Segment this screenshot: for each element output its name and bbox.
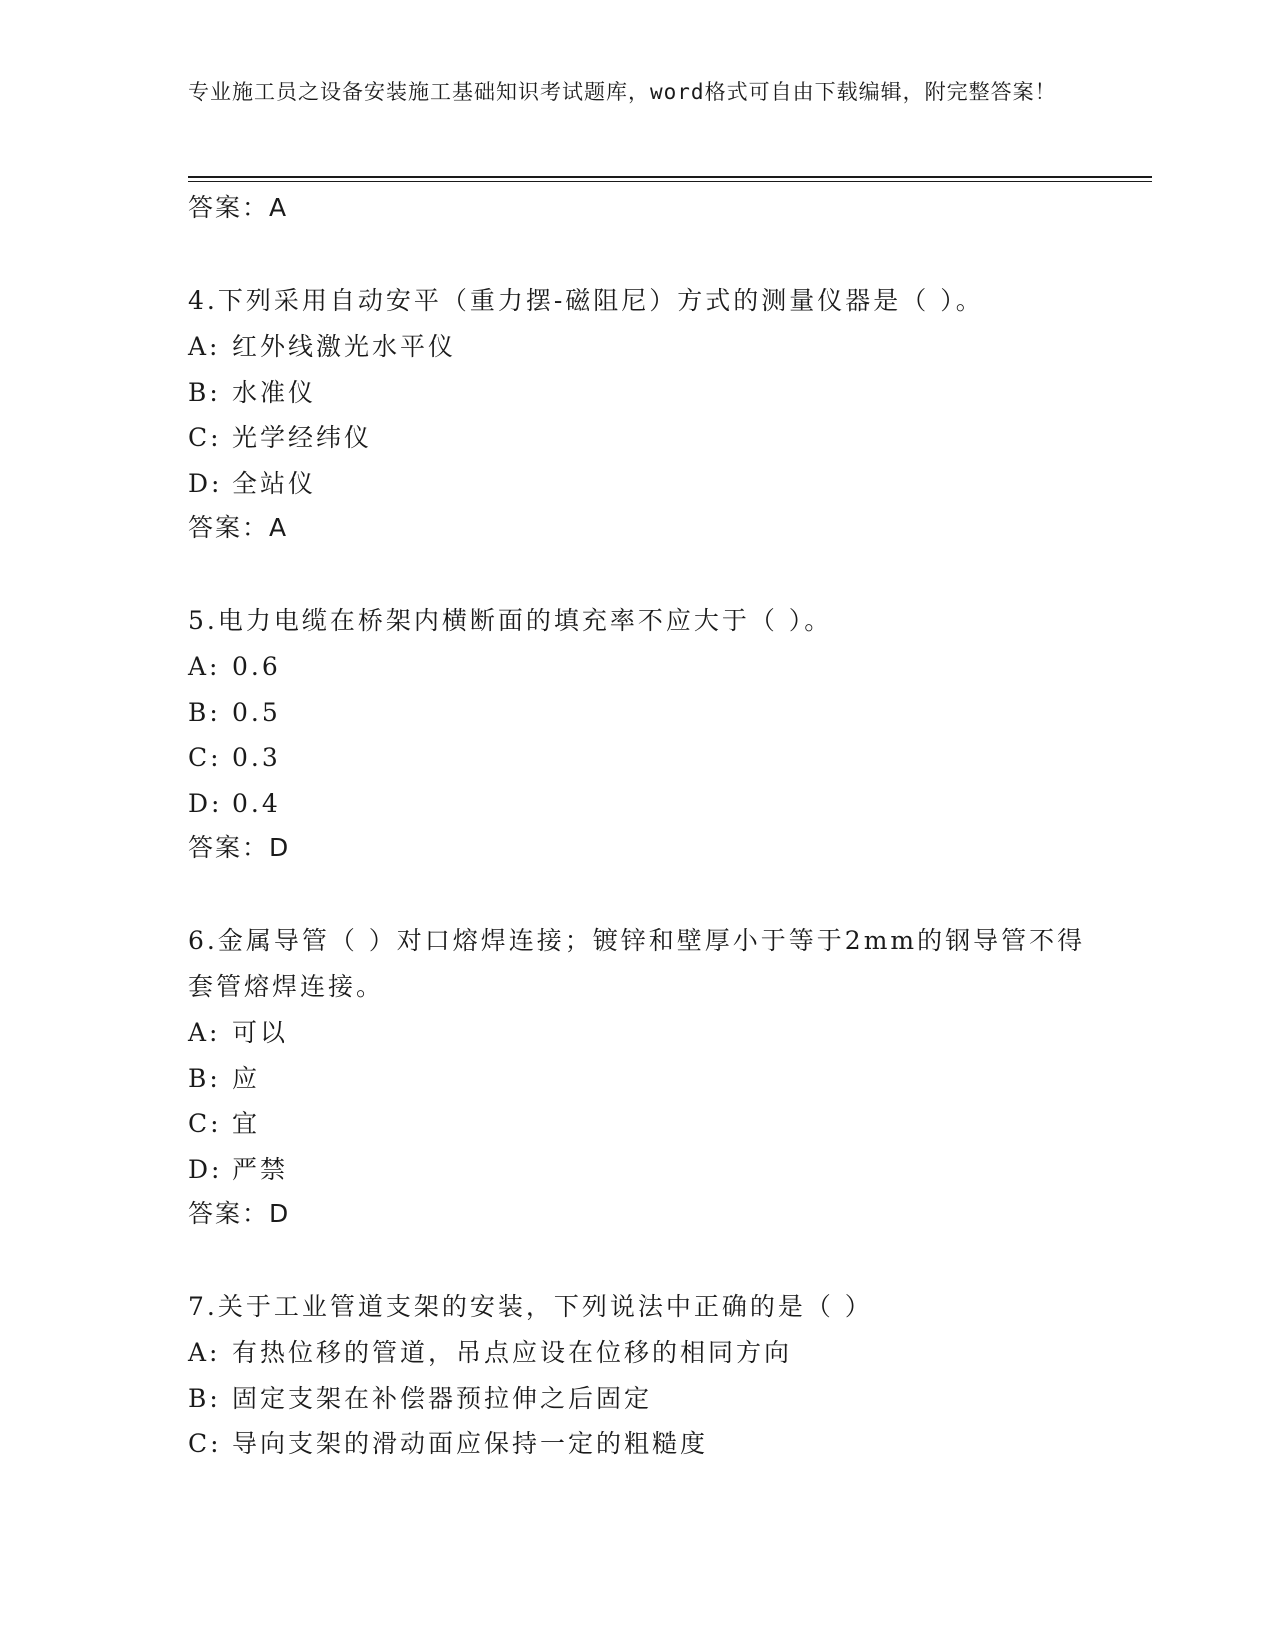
option-c [188, 1101, 1088, 1147]
option-key: B: [188, 697, 221, 727]
option-b [188, 1376, 1088, 1422]
answer-label: 答案：A [188, 513, 289, 542]
question-block [188, 918, 1088, 1236]
question-block [188, 278, 1088, 550]
option-text: 光学经纬仪 [232, 423, 373, 452]
option-key: D: [188, 468, 223, 498]
option-key: C: [188, 1429, 222, 1458]
question-block [188, 1284, 1088, 1467]
option-text: 应 [232, 1063, 261, 1093]
option-text: 红外线激光水平仪 [232, 332, 457, 361]
option-b [188, 1056, 1088, 1102]
question-stem: 5.电力电缆在桥架内横断面的填充率不应大于（ ）。 [188, 606, 833, 635]
question-block [188, 598, 1088, 870]
option-key: A: [188, 332, 221, 361]
option-key: C: [188, 1109, 222, 1138]
option-text: 0.5 [232, 697, 281, 727]
option-text: 导向支架的滑动面应保持一定的粗糙度 [232, 1429, 709, 1458]
option-a [188, 1330, 1088, 1376]
option-text: 有热位移的管道，吊点应设在位移的相同方向 [232, 1338, 793, 1367]
answer-label: 答案：A [188, 193, 289, 222]
option-text: 固定支架在补偿器预拉伸之后固定 [232, 1383, 653, 1413]
option-key: C: [188, 423, 222, 452]
option-text: 宜 [232, 1109, 261, 1138]
option-d [188, 781, 1088, 827]
header-divider-thin [188, 181, 1152, 182]
option-text: 可以 [232, 1018, 289, 1047]
option-key: B: [188, 1063, 221, 1093]
answer-label: 答案：D [188, 833, 291, 862]
option-key: D: [188, 788, 223, 818]
option-c [188, 415, 1088, 461]
option-text: 全站仪 [232, 468, 317, 498]
option-b [188, 370, 1088, 416]
option-d [188, 1147, 1088, 1193]
option-key: B: [188, 377, 221, 407]
option-a [188, 324, 1088, 370]
option-text: 严禁 [232, 1154, 289, 1184]
question-stem: 4.下列采用自动安平（重力摆-磁阻尼）方式的测量仪器是（ ）。 [188, 286, 984, 315]
option-d [188, 461, 1088, 507]
option-key: A: [188, 1018, 221, 1047]
option-text: 水准仪 [232, 377, 317, 407]
option-b [188, 690, 1088, 736]
option-c [188, 735, 1088, 781]
option-key: A: [188, 652, 221, 681]
option-a [188, 644, 1088, 690]
option-text: 0.4 [232, 788, 281, 818]
option-key: D: [188, 1154, 223, 1184]
option-key: A: [188, 1338, 221, 1367]
option-text: 0.6 [232, 652, 281, 681]
question-list [188, 186, 1088, 1467]
option-a [188, 1010, 1088, 1056]
page-header: 专业施工员之设备安装施工基础知识考试题库，word格式可自由下载编辑，附完整答案！ [188, 80, 1057, 104]
answer-label: 答案：D [188, 1199, 291, 1228]
option-key: C: [188, 743, 222, 772]
option-c [188, 1421, 1088, 1467]
question-stem: 7.关于工业管道支架的安装，下列说法中正确的是（ ） [188, 1292, 873, 1321]
question-stem: 6.金属导管（ ）对口熔焊连接；镀锌和壁厚小于等于2mm的钢导管不得套管熔焊连接。 [188, 926, 1086, 1001]
header-divider [188, 176, 1152, 178]
option-text: 0.3 [232, 743, 281, 772]
option-key: B: [188, 1383, 221, 1413]
